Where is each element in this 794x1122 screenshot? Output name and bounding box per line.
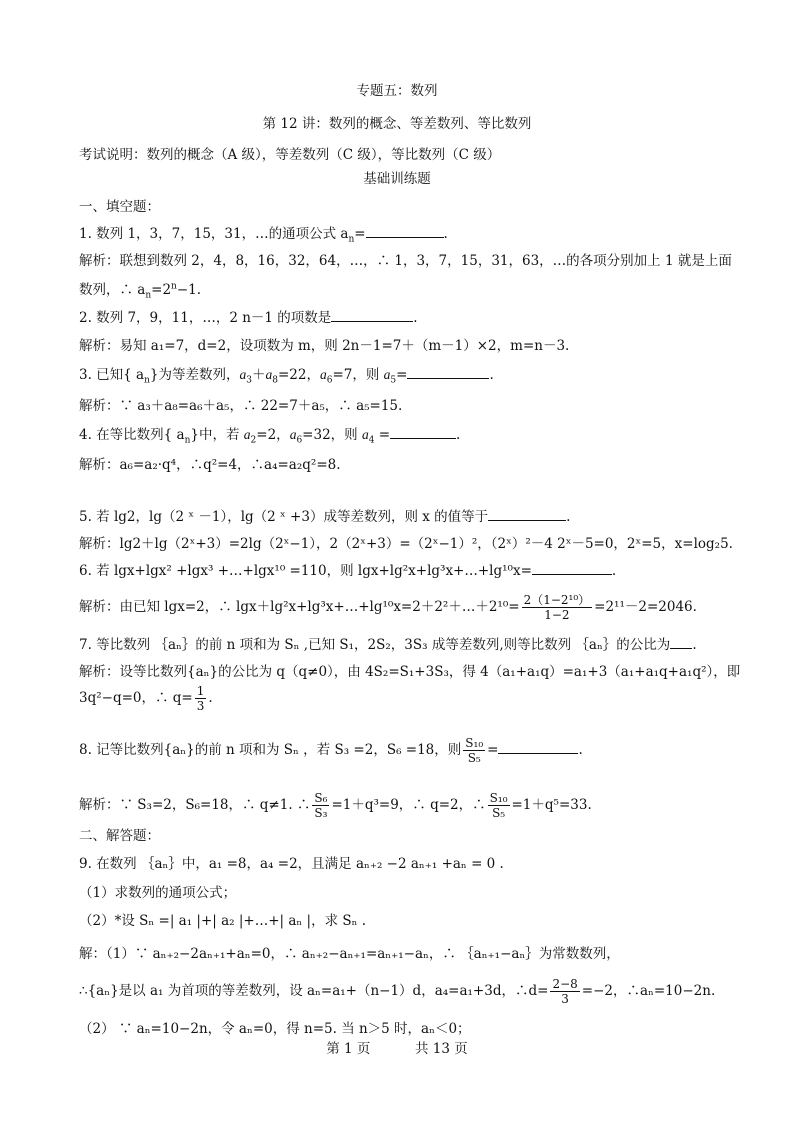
page-number: 第 1 页 [326, 1041, 371, 1057]
lecture-title: 第 12 讲：数列的概念、等差数列、等比数列 [262, 116, 532, 132]
fraction: $\frac{\text{S₁₀}}{\text{S₅}}$ [489, 791, 508, 820]
question-7: 7. 等比数列 ｛aₙ｝的前 n 项和为 Sₙ ,已知 S₁，2S₂，3S₃ 成等差数列,则等比数列 ｛aₙ｝的公比为 . [79, 637, 697, 653]
page-footer [0, 1040, 794, 1058]
solution-4: 解析：a₆=a₂·q⁴，∴q²=4，∴a₄=a₂q²=8. [79, 457, 341, 473]
question-8: 8. 记等比数列{aₙ}的前 n 项和为 Sₙ ，若 S₃ =2，S₆ =18，则 $\frac{\text{S₁₀}}{\text{S₅}}$ = . [79, 736, 583, 765]
fraction: $\frac{1}{3}$ [196, 684, 205, 713]
question-9-part-1: （1）求数列的通项公式； [79, 885, 237, 901]
fraction: $\frac{\text{S₆}}{\text{S₃}}$ [314, 791, 328, 820]
solution-3: 解析：∵ a₃＋a₈=a₆＋a₅，∴ 22=7＋a₅，∴ a₅=15. [79, 398, 403, 414]
answer-blank [366, 225, 444, 238]
question-1: 1. 数列 1，3，7，15，31，…的通项公式 $a_n=$ . [79, 226, 448, 245]
solution-1-line-1: 解析：联想到数列 2，4，8，16，32，64，…，∴ 1，3，7，15，31，63，…的各项分别加上 1 就是上面 [79, 253, 732, 269]
answer-blank [390, 426, 456, 439]
solution-1-line-2: 数列，∴ $a_n=2^n-1$. [79, 281, 202, 301]
fraction: $\frac{\text{2（1−2¹⁰）}}{1-2}$ [523, 593, 591, 622]
fraction: $\frac{\text{S₁₀}}{\text{S₅}}$ [465, 736, 484, 765]
subtitle: 基础训练题 [363, 171, 431, 187]
solution-8: 解析：∵ S₃=2，S₆=18，∴ q≠1. ∴ $\frac{\text{S₆}}{\text{S₃}}$ =1＋q³=9，∴ q=2，∴ $\frac{\text{S₁₀}}{\text{S₅}}$ =1＋q⁵=33. [79, 791, 592, 820]
answer-blank [488, 508, 566, 521]
solution-2: 解析：易知 a₁=7，d=2，设项数为 m，则 2n－1=7＋（m－1）×2，m=n－3. [79, 338, 570, 354]
topic-title: 专题五：数列 [356, 83, 438, 99]
answer-blank [331, 309, 413, 322]
answer-blank [670, 636, 692, 649]
answer-blank [498, 741, 578, 754]
question-4: 4. 在等比数列{ $a_n$}中，若 $a_2=2$，$a_6=32$，则 $a_4$ = . [79, 427, 461, 446]
fraction: $\frac{2-8}{3}$ [552, 977, 578, 1006]
solution-9-line-3: （2） ∵ aₙ=10−2n，令 aₙ=0，得 n=5. 当 n＞5 时，aₙ＜0； [79, 1021, 471, 1037]
solution-9-line-2: ∴{aₙ}是以 a₁ 为首项的等差数列，设 aₙ=a₁+（n−1）d，a₄=a₁+3d，∴d= $\frac{2-8}{3}$ =−2，∴aₙ=10−2n. [79, 977, 716, 1006]
question-5: 5. 若 lg2，lg（2 ˣ －1），lg（2 ˣ +3）成等差数列，则 x 的值等于 . [79, 509, 571, 525]
solution-7-line-1: 解析：设等比数列{aₙ}的公比为 q（q≠0），由 4S₂=S₁+3S₃，得 4（a₁+a₁q）=a₁+3（a₁+a₁q+a₁q²），即 [79, 664, 741, 680]
question-3: 3. 已知{ $a_n$}为等差数列，$a_3+a_8=22$，$a_6=7$，则 $a_5=$ . [79, 367, 494, 386]
question-6: 6. 若 lgx+lgx² +lgx³ +…+lgx¹⁰ =110，则 lgx+lg²x+lg³x+…+lg¹⁰x= . [79, 563, 617, 579]
answer-blank [407, 366, 489, 379]
solution-5: 解析：lg2＋lg（2ˣ+3）=2lg（2ˣ−1），2（2ˣ+3）=（2ˣ−1）²，（2ˣ）²－4 2ˣ－5=0，2ˣ=5，x=log₂5. [79, 536, 733, 552]
solution-9-line-1: 解：（1）∵ aₙ₊₂−2aₙ₊₁+aₙ=0，∴ aₙ₊₂−aₙ₊₁=aₙ₊₁−aₙ，∴ ｛aₙ₊₁−aₙ｝为常数数列， [79, 946, 620, 962]
section-answer: 二、解答题： [79, 828, 160, 844]
exam-note: 考试说明：数列的概念（A 级），等差数列（C 级），等比数列（C 级） [79, 147, 501, 163]
page-total: 共 13 页 [415, 1041, 468, 1057]
question-9: 9. 在数列 ｛aₙ｝中，a₁ =8，a₄ =2，且满足 aₙ₊₂ −2 aₙ₊₁ +aₙ = 0 . [79, 856, 504, 872]
section-fill-blank: 一、填空题： [79, 199, 160, 215]
question-2: 2. 数列 7，9，11，…，2 n－1 的项数是 . [79, 310, 418, 326]
answer-blank [532, 562, 612, 575]
solution-6: 解析：由已知 lgx=2，∴ lgx＋lg²x+lg³x+…+lg¹⁰x=2＋2²＋…＋2¹⁰= $\frac{\text{2（1−2¹⁰）}}{1-2}$ =2¹¹－2=2046. [79, 593, 697, 622]
solution-7-line-2: 3q²−q=0，∴ q= $\frac{1}{3}$ . [79, 684, 213, 713]
question-9-part-2: （2）*设 Sₙ =| a₁ |+| a₂ |+…+| aₙ |，求 Sₙ . [79, 913, 367, 929]
